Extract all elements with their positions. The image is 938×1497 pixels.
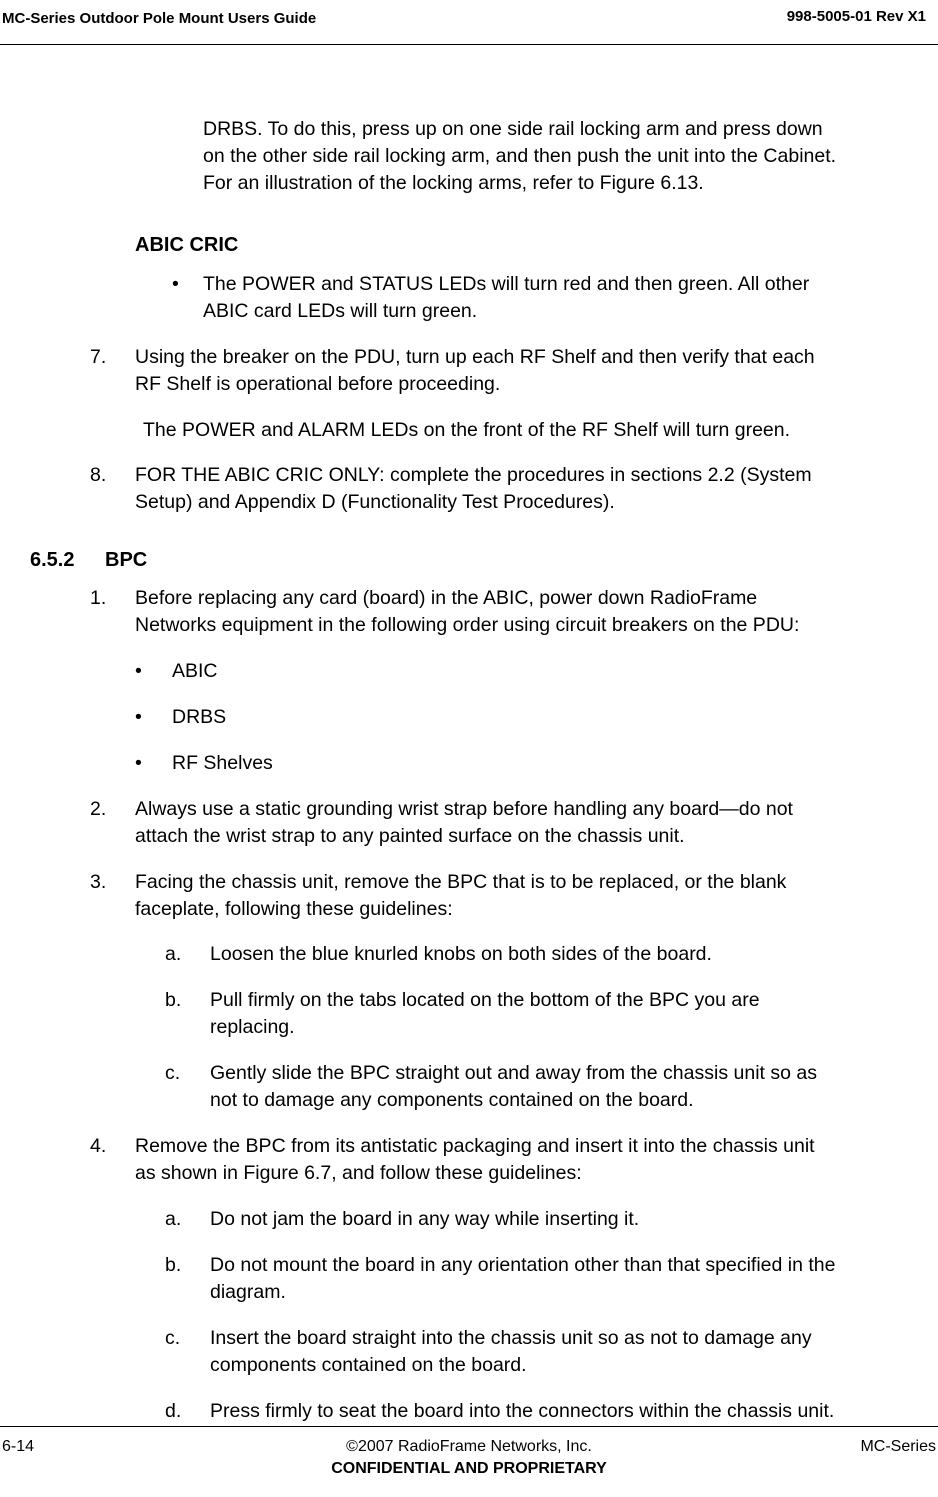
step4-sub-b-line-1: Do not mount the board in any orientation other than that specified in the	[210, 1254, 836, 1276]
step4-sub-a-label: a.	[165, 1208, 182, 1230]
step7-note: The POWER and ALARM LEDs on the front of the RF Shelf will turn green.	[143, 419, 791, 441]
footer-rule	[0, 1426, 938, 1427]
step4-sub-d-label: d.	[165, 1400, 182, 1422]
step3-sub-b-line-2: replacing.	[210, 1016, 295, 1038]
step3-sub-a-line-1: Loosen the blue knurled knobs on both sides of the board.	[210, 943, 712, 965]
power-order-item-drbs: DRBS	[172, 706, 227, 728]
continuation-line-1: DRBS. To do this, press up on one side rail locking arm and press down	[203, 118, 823, 140]
bpc-step3-line-1: Facing the chassis unit, remove the BPC that is to be replaced, or the blank	[135, 871, 787, 893]
bpc-step4-number: 4.	[90, 1135, 107, 1157]
header-doc-number: 998-5005-01 Rev X1	[786, 8, 926, 25]
power-order-item-abic: ABIC	[172, 660, 218, 682]
bpc-step3-line-2: faceplate, following these guidelines:	[135, 898, 453, 920]
footer-confidential: CONFIDENTIAL AND PROPRIETARY	[331, 1460, 607, 1477]
power-order-bullet: •	[135, 752, 142, 774]
step3-sub-a-label: a.	[165, 943, 182, 965]
step3-sub-c-line-1: Gently slide the BPC straight out and away from the chassis unit so as	[210, 1062, 817, 1084]
header-rule	[0, 44, 938, 45]
bpc-step1-line-2: Networks equipment in the following order using circuit breakers on the PDU:	[135, 614, 800, 636]
step7-number: 7.	[90, 346, 107, 368]
step8-line-2: Setup) and Appendix D (Functionality Test Procedures).	[135, 491, 615, 513]
bpc-step3-number: 3.	[90, 871, 107, 893]
power-order-bullet: •	[135, 660, 142, 682]
bpc-step1-line-1: Before replacing any card (board) in the ABIC, power down RadioFrame	[135, 587, 758, 609]
power-order-item-rf-shelves: RF Shelves	[172, 752, 273, 774]
footer-copyright: ©2007 RadioFrame Networks, Inc.	[346, 1438, 592, 1455]
abic-cric-line-2: ABIC card LEDs will turn green.	[203, 300, 478, 322]
step4-sub-c-line-1: Insert the board straight into the chassis unit so as not to damage any	[210, 1327, 812, 1349]
footer-product: MC-Series	[860, 1438, 936, 1455]
step4-sub-b-line-2: diagram.	[210, 1281, 286, 1303]
abic-cric-line-1: The POWER and STATUS LEDs will turn red and then green. All other	[203, 273, 810, 295]
abic-cric-heading: ABIC CRIC	[135, 234, 239, 256]
abic-cric-bullet: •	[172, 273, 179, 295]
bpc-step1-number: 1.	[90, 587, 107, 609]
section-number: 6.5.2	[30, 549, 75, 571]
continuation-line-3: For an illustration of the locking arms, refer to Figure 6.13.	[203, 172, 704, 194]
step3-sub-b-line-1: Pull firmly on the tabs located on the bottom of the BPC you are	[210, 989, 760, 1011]
step4-sub-a-line-1: Do not jam the board in any way while inserting it.	[210, 1208, 640, 1230]
step7-line-2: RF Shelf is operational before proceeding.	[135, 373, 501, 395]
step8-line-1: FOR THE ABIC CRIC ONLY: complete the procedures in sections 2.2 (System	[135, 464, 812, 486]
power-order-bullet: •	[135, 706, 142, 728]
continuation-line-2: on the other side rail locking arm, and then push the unit into the Cabinet.	[203, 145, 837, 167]
step3-sub-c-label: c.	[165, 1062, 181, 1084]
step4-sub-b-label: b.	[165, 1254, 182, 1276]
step4-sub-c-label: c.	[165, 1327, 181, 1349]
step4-sub-c-line-2: components contained on the board.	[210, 1354, 527, 1376]
bpc-step2-number: 2.	[90, 798, 107, 820]
step4-sub-d-line-1: Press firmly to seat the board into the connectors within the chassis unit.	[210, 1400, 835, 1422]
step7-line-1: Using the breaker on the PDU, turn up each RF Shelf and then verify that each	[135, 346, 815, 368]
bpc-step2-line-2: attach the wrist strap to any painted surface on the chassis unit.	[135, 825, 685, 847]
bpc-step2-line-1: Always use a static grounding wrist strap before handling any board—do not	[135, 798, 793, 820]
section-title: BPC	[105, 549, 148, 571]
step8-number: 8.	[90, 464, 107, 486]
step3-sub-c-line-2: not to damage any components contained on the board.	[210, 1089, 694, 1111]
footer-page-number: 6-14	[2, 1438, 35, 1455]
header-title: MC-Series Outdoor Pole Mount Users Guide	[2, 10, 317, 27]
bpc-step4-line-1: Remove the BPC from its antistatic packaging and insert it into the chassis unit	[135, 1135, 815, 1157]
bpc-step4-line-2: as shown in Figure 6.7, and follow these guidelines:	[135, 1162, 582, 1184]
step3-sub-b-label: b.	[165, 989, 182, 1011]
